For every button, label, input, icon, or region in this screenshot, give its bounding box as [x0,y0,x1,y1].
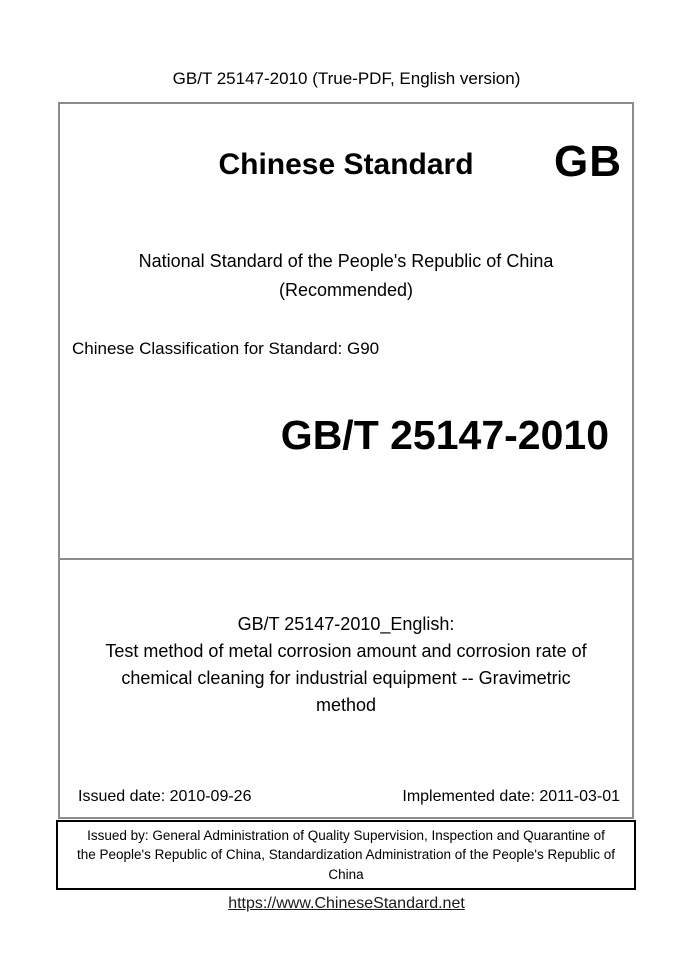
dates-row [78,787,620,806]
issuer-text [58,826,634,885]
english-title-block [66,611,626,719]
english-title-line: chemical cleaning for industrial equipment -- Gravimetric [121,668,571,688]
standard-code: GB/T 25147-2010 [280,412,609,458]
classification-line: Chinese Classification for Standard: G90 [72,339,380,358]
standard-type-line: National Standard of the People's Republic of China [138,251,554,271]
standard-type-block [60,247,632,305]
page-header-title: GB/T 25147-2010 (True-PDF, English version) [172,69,521,88]
footer-link[interactable]: https://www.ChineseStandard.net [228,895,465,912]
footer [0,894,693,913]
implemented-date: Implemented date: 2011-03-01 [402,788,620,805]
english-title-line: method [315,695,377,715]
cover-box [58,102,634,819]
issuer-line: China [328,866,364,882]
issuer-line: Issued by: General Administration of Quality Supervision, Inspection and Quarantine of [87,827,605,843]
gb-logo: GB [554,137,622,186]
english-title-label: GB/T 25147-2010_English: [237,614,455,634]
section-divider [60,558,632,560]
issued-date: Issued date: 2010-09-26 [78,788,252,805]
standard-level-line: (Recommended) [278,280,414,300]
english-title-line: Test method of metal corrosion amount and corrosion rate of [105,641,587,661]
brand-title: Chinese Standard [218,148,474,181]
issuer-box [56,820,636,890]
issuer-line: the People's Republic of China, Standardization Administration of the People's Republic of [77,847,615,863]
